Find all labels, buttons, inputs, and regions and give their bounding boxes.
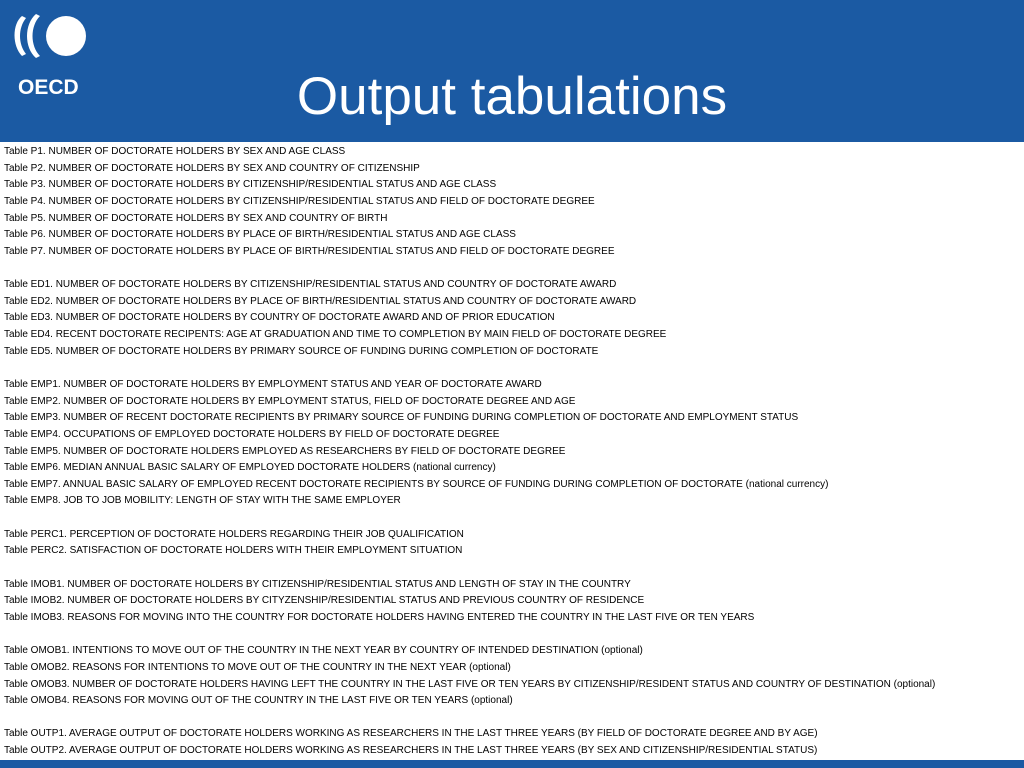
group-spacer xyxy=(4,360,1020,377)
table-list-item: Table P3. NUMBER OF DOCTORATE HOLDERS BY CITIZENSHIP/RESIDENTIAL STATUS AND AGE CLASS xyxy=(4,179,497,191)
table-list-item: Table ED3. NUMBER OF DOCTORATE HOLDERS BY COUNTRY OF DOCTORATE AWARD AND OF PRIOR EDUCATION xyxy=(4,312,555,324)
table-list-item: Table P1. NUMBER OF DOCTORATE HOLDERS BY SEX AND AGE CLASS xyxy=(4,146,346,157)
group-spacer xyxy=(4,560,1020,577)
table-list-item: Table EMP5. NUMBER OF DOCTORATE HOLDERS EMPLOYED AS RESEARCHERS BY FIELD OF DOCTORATE DEGREE xyxy=(4,445,566,457)
footer-bar xyxy=(0,760,1024,768)
table-list-item: Table OUTP2. AVERAGE OUTPUT OF DOCTORATE HOLDERS WORKING AS RESEARCHERS IN THE LAST THREE YEARS (BY SEX AND CITIZENSHIP/RESIDENTIAL STATUS) xyxy=(4,745,818,757)
page-title: Output tabulations xyxy=(296,67,728,126)
table-list-item: Table OMOB4. REASONS FOR MOVING OUT OF THE COUNTRY IN THE LAST FIVE OR TEN YEARS (optional) xyxy=(4,695,513,707)
table-list-item: Table P2. NUMBER OF DOCTORATE HOLDERS BY SEX AND COUNTRY OF CITIZENSHIP xyxy=(4,162,420,174)
table-list-item: Table EMP3. NUMBER OF RECENT DOCTORATE RECIPIENTS BY PRIMARY SOURCE OF FUNDING DURING COMPLETION OF DOCTORATE AND EMPLOYMENT STATUS xyxy=(4,412,799,424)
group-spacer xyxy=(4,627,1020,644)
table-list-item: Table ED2. NUMBER OF DOCTORATE HOLDERS BY PLACE OF BIRTH/RESIDENTIAL STATUS AND COUNTRY OF DOCTORATE AWARD xyxy=(4,295,637,307)
table-list-item: Table IMOB3. REASONS FOR MOVING INTO THE COUNTRY FOR DOCTORATE HOLDERS HAVING ENTERED THE COUNTRY IN THE LAST FIVE OR TEN YEARS xyxy=(4,611,755,623)
oecd-logo-icon xyxy=(8,12,92,64)
table-list-item: Table ED1. NUMBER OF DOCTORATE HOLDERS BY CITIZENSHIP/RESIDENTIAL STATUS AND COUNTRY OF DOCTORATE AWARD xyxy=(4,279,617,291)
table-list-item: Table EMP8. JOB TO JOB MOBILITY: LENGTH OF STAY WITH THE SAME EMPLOYER xyxy=(4,495,401,507)
table-list-item: Table P5. NUMBER OF DOCTORATE HOLDERS BY SEX AND COUNTRY OF BIRTH xyxy=(4,212,388,224)
table-list xyxy=(4,144,1020,760)
group-spacer xyxy=(4,710,1020,727)
group-spacer xyxy=(4,260,1020,277)
table-list-item: Table OMOB1. INTENTIONS TO MOVE OUT OF THE COUNTRY IN THE NEXT YEAR BY COUNTRY OF INTENDED DESTINATION (optional) xyxy=(4,645,643,657)
table-list-item: Table EMP1. NUMBER OF DOCTORATE HOLDERS BY EMPLOYMENT STATUS AND YEAR OF DOCTORATE AWARD xyxy=(4,378,542,390)
table-list-item: Table EMP7. ANNUAL BASIC SALARY OF EMPLOYED RECENT DOCTORATE RECIPIENTS BY SOURCE OF FUNDING DURING COMPLETION OF DOCTORATE (national currency) xyxy=(4,478,829,490)
table-list-item: Table OMOB2. REASONS FOR INTENTIONS TO MOVE OUT OF THE COUNTRY IN THE NEXT YEAR (optional) xyxy=(4,661,511,673)
table-list-item: Table P4. NUMBER OF DOCTORATE HOLDERS BY CITIZENSHIP/RESIDENTIAL STATUS AND FIELD OF DOCTORATE DEGREE xyxy=(4,195,595,207)
table-list-item: Table ED4. RECENT DOCTORATE RECIPENTS: AGE AT GRADUATION AND TIME TO COMPLETION BY MAIN FIELD OF DOCTORATE DEGREE xyxy=(4,329,667,341)
group-spacer xyxy=(4,510,1020,527)
table-list-item: Table P6. NUMBER OF DOCTORATE HOLDERS BY PLACE OF BIRTH/RESIDENTIAL STATUS AND AGE CLASS xyxy=(4,229,516,241)
table-list-item: Table OMOB3. NUMBER OF DOCTORATE HOLDERS HAVING LEFT THE COUNTRY IN THE LAST FIVE OR TEN YEARS BY CITIZENSHIP/RESIDENT STATUS AND COUNTRY OF DESTINATION (optional) xyxy=(4,678,936,690)
table-list-item: Table EMP4. OCCUPATIONS OF EMPLOYED DOCTORATE HOLDERS BY FIELD OF DOCTORATE DEGREE xyxy=(4,428,500,440)
table-list-item: Table EMP2. NUMBER OF DOCTORATE HOLDERS BY EMPLOYMENT STATUS, FIELD OF DOCTORATE DEGREE AND AGE xyxy=(4,395,576,407)
table-list-item: Table IMOB1. NUMBER OF DOCTORATE HOLDERS BY CITIZENSHIP/RESIDENTIAL STATUS AND LENGTH OF STAY IN THE COUNTRY xyxy=(4,578,631,590)
logo-text: OECD xyxy=(18,76,79,99)
table-list-item: Table PERC2. SATISFACTION OF DOCTORATE HOLDERS WITH THEIR EMPLOYMENT SITUATION xyxy=(4,545,463,557)
table-list-item: Table IMOB2. NUMBER OF DOCTORATE HOLDERS BY CITYZENSHIP/RESIDENTIAL STATUS AND PREVIOUS COUNTRY OF RESIDENCE xyxy=(4,595,645,607)
table-list-item: Table P7. NUMBER OF DOCTORATE HOLDERS BY PLACE OF BIRTH/RESIDENTIAL STATUS AND FIELD OF DOCTORATE DEGREE xyxy=(4,245,615,257)
table-list-item: Table EMP6. MEDIAN ANNUAL BASIC SALARY OF EMPLOYED DOCTORATE HOLDERS (national currency) xyxy=(4,462,496,474)
table-list-item: Table PERC1. PERCEPTION OF DOCTORATE HOLDERS REGARDING THEIR JOB QUALIFICATION xyxy=(4,528,464,540)
table-list-item: Table OUTP1. AVERAGE OUTPUT OF DOCTORATE HOLDERS WORKING AS RESEARCHERS IN THE LAST THREE YEARS (BY FIELD OF DOCTORATE DEGREE AND BY AGE) xyxy=(4,728,818,740)
header-bar xyxy=(0,0,1024,142)
table-list-item: Table ED5. NUMBER OF DOCTORATE HOLDERS BY PRIMARY SOURCE OF FUNDING DURING COMPLETION OF DOCTORATE xyxy=(4,345,599,357)
